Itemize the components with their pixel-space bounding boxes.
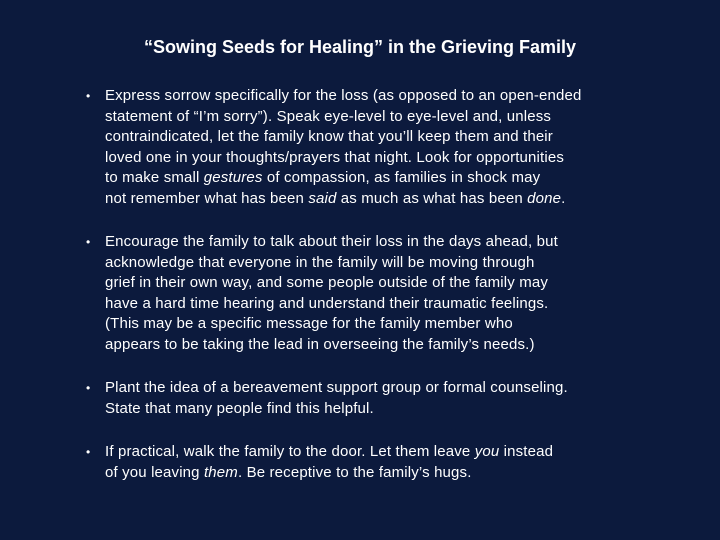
bullet-marker: • [86, 381, 91, 395]
bullet-item [84, 378, 644, 419]
bullet-item [84, 442, 644, 483]
emphasis-text: said [308, 189, 337, 207]
bullet-text-line: State that many people find this helpful. [105, 399, 374, 417]
bullet-list [84, 86, 644, 506]
bullet-item [84, 232, 644, 355]
emphasis-text: you [474, 443, 500, 460]
slide-title: “Sowing Seeds for Healing” in the Grieving Family [143, 37, 577, 57]
bullet-marker: • [86, 445, 91, 459]
emphasis-text: them [203, 463, 238, 481]
bullet-text-line: to make small gestures of compassion, as families in shock may [105, 169, 541, 186]
bullet-text-line: grief in their own way, and some people outside of the family may [105, 274, 549, 291]
bullet-text-line: Encourage the family to talk about their loss in the days ahead, but [105, 233, 558, 250]
bullet-text-line: not remember what has been said as much as what has been done. [105, 189, 566, 207]
emphasis-text: done [527, 189, 562, 207]
bullet-text-line: of you leaving them. Be receptive to the family’s hugs. [105, 463, 472, 481]
bullet-text-line: appears to be taking the lead in overseeing the family’s needs.) [105, 335, 535, 353]
bullet-text-line: If practical, walk the family to the door. Let them leave you instead [105, 443, 554, 460]
bullet-text-line: (This may be a specific message for the family member who [105, 315, 513, 332]
bullet-marker: • [86, 235, 91, 249]
bullet-marker: • [86, 89, 91, 103]
bullet-text-line: acknowledge that everyone in the family will be moving through [105, 253, 535, 271]
bullet-text-line: contraindicated, let the family know that you’ll keep them and their [105, 128, 553, 145]
bullet-item [84, 86, 644, 209]
bullet-text-line: Plant the idea of a bereavement support group or formal counseling. [105, 379, 568, 396]
bullet-text-line: Express sorrow specifically for the loss (as opposed to an open-ended [105, 87, 582, 104]
bullet-text-line: loved one in your thoughts/prayers that night. Look for opportunities [105, 148, 564, 166]
bullet-text-line: statement of “I’m sorry”). Speak eye-level to eye-level and, unless [105, 107, 552, 125]
bullet-text-line: have a hard time hearing and understand their traumatic feelings. [105, 294, 549, 312]
emphasis-text: gestures [203, 169, 263, 186]
